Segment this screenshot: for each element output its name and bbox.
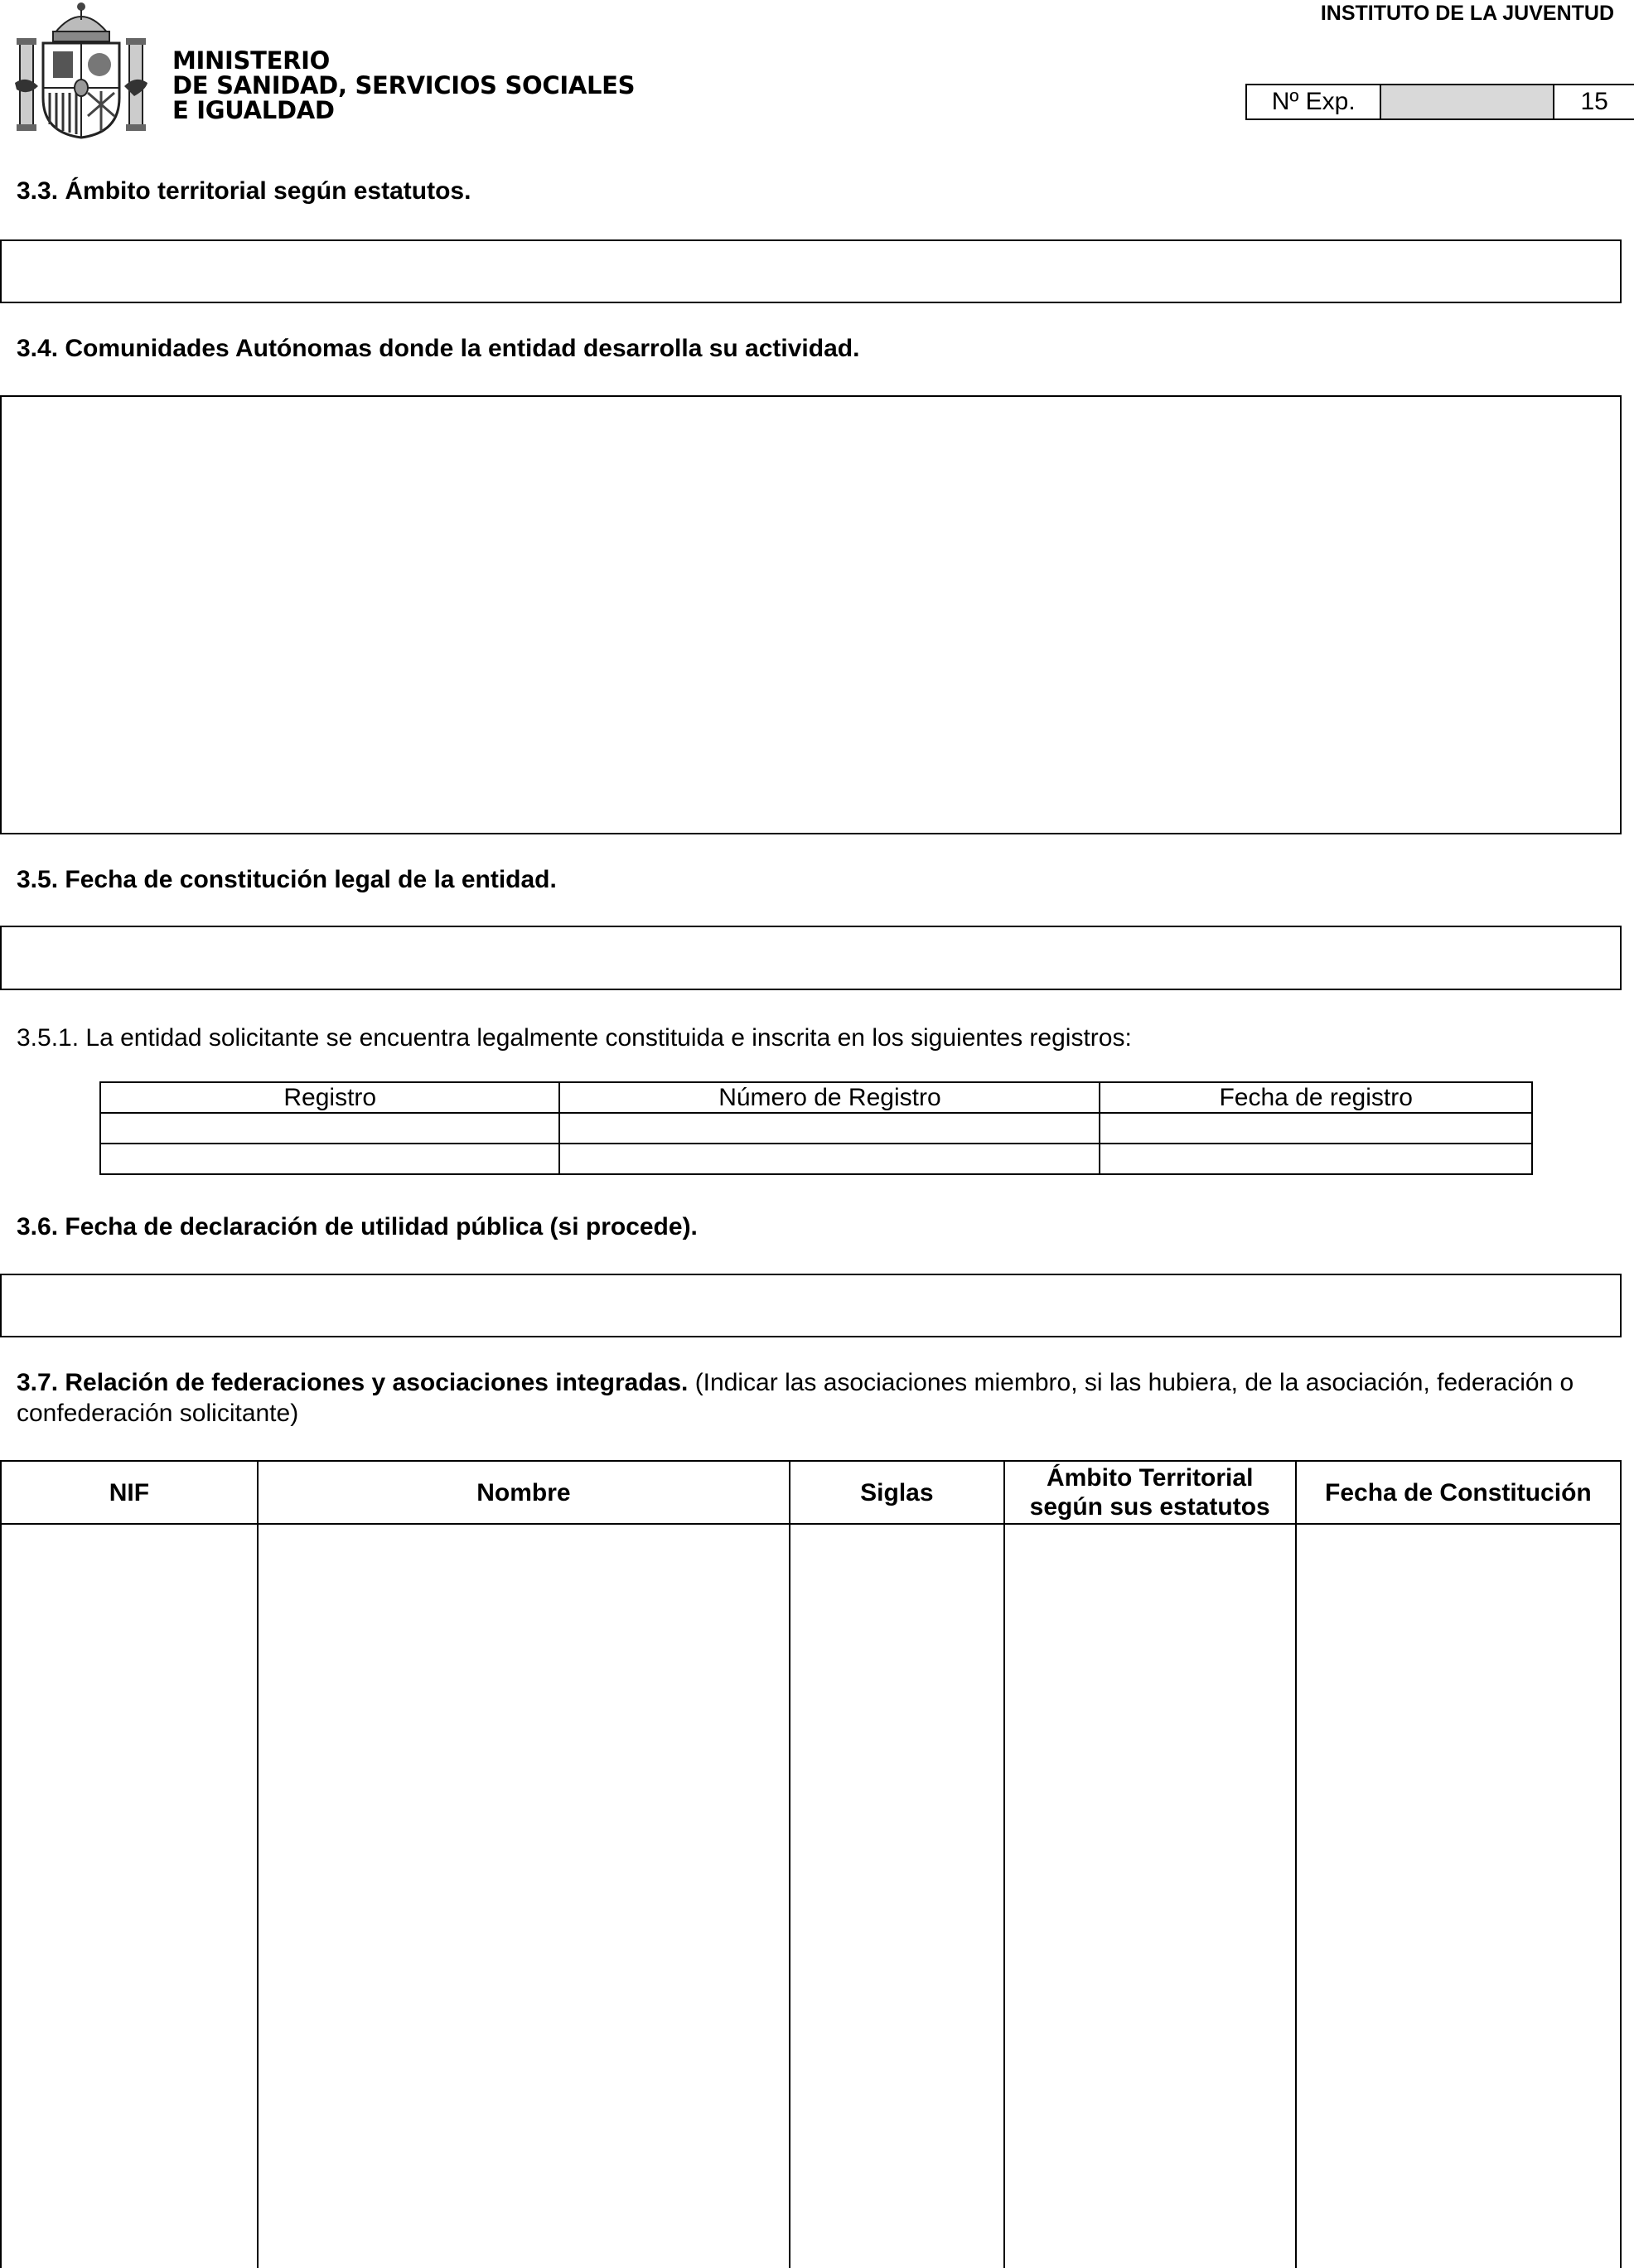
- siglas-cell[interactable]: [790, 1524, 1004, 2268]
- section-3-4-title: 3.4. Comunidades Autónomas donde la entidad desarrolla su actividad.: [17, 335, 860, 362]
- constitution-date-field[interactable]: [0, 926, 1622, 990]
- registry-table: [99, 1081, 1533, 1175]
- table-header-row: [1, 1461, 1621, 1524]
- section-3-6-title: 3.6. Fecha de declaración de utilidad pública (si procede).: [17, 1213, 698, 1240]
- section-3-3-title: 3.3. Ámbito territorial según estatutos.: [17, 177, 471, 205]
- exp-number-table: [1245, 84, 1634, 120]
- table-cell[interactable]: [1100, 1144, 1532, 1174]
- table-cell[interactable]: [100, 1113, 559, 1144]
- column-header-ambito: [1004, 1461, 1296, 1524]
- column-header-nif: NIF: [1, 1461, 258, 1524]
- nif-cell[interactable]: [1, 1524, 258, 2268]
- column-header-numero-registro: Número de Registro: [559, 1082, 1100, 1113]
- ministry-line-3: E IGUALDAD: [172, 96, 335, 124]
- table-row: [100, 1144, 1532, 1174]
- table-cell[interactable]: [100, 1144, 559, 1174]
- section-3-7-title-note: (Indicar las asociaciones miembro, si las hubiera, de la asociación, federación o confederación solicitante): [17, 1369, 1574, 1427]
- table-cell[interactable]: [559, 1144, 1100, 1174]
- table-row: [100, 1082, 1532, 1113]
- territorial-scope-field[interactable]: [0, 239, 1622, 303]
- section-3-7-title-bold: 3.7. Relación de federaciones y asociaciones integradas.: [17, 1369, 689, 1396]
- column-header-siglas: Siglas: [790, 1461, 1004, 1524]
- table-row: [1, 1524, 1621, 2268]
- fecha-constitucion-cell[interactable]: [1296, 1524, 1621, 2268]
- federations-table: [0, 1460, 1622, 2268]
- nombre-cell[interactable]: [258, 1524, 790, 2268]
- table-cell[interactable]: [1100, 1113, 1532, 1144]
- column-header-fecha-registro: Fecha de registro: [1100, 1082, 1532, 1113]
- institute-name: INSTITUTO DE LA JUVENTUD: [1320, 2, 1614, 25]
- column-header-ambito-line-1: Ámbito Territorial: [1046, 1464, 1254, 1492]
- ministry-line-1: MINISTERIO: [172, 46, 330, 75]
- ministry-line-2: DE SANIDAD, SERVICIOS SOCIALES: [172, 71, 636, 99]
- table-row: [100, 1113, 1532, 1144]
- section-3-5-title: 3.5. Fecha de constitución legal de la entidad.: [17, 866, 557, 893]
- exp-value-field[interactable]: [1380, 85, 1554, 119]
- column-header-ambito-line-2: según sus estatutos: [1029, 1493, 1270, 1521]
- ministry-name: [172, 48, 635, 123]
- column-header-nombre: Nombre: [258, 1461, 790, 1524]
- exp-label: Nº Exp.: [1246, 85, 1380, 119]
- section-3-5-1-text: 3.5.1. La entidad solicitante se encuentra legalmente constituida e inscrita en los siguientes registros:: [17, 1024, 1132, 1052]
- autonomous-communities-field[interactable]: [0, 395, 1622, 834]
- column-header-fecha-constitucion: Fecha de Constitución: [1296, 1461, 1621, 1524]
- ambito-cell[interactable]: [1004, 1524, 1296, 2268]
- table-cell[interactable]: [559, 1113, 1100, 1144]
- column-header-registro: Registro: [100, 1082, 559, 1113]
- section-3-7-title: [17, 1367, 1591, 1429]
- page-number: 15: [1554, 85, 1634, 119]
- public-utility-date-field[interactable]: [0, 1274, 1622, 1337]
- coat-of-arms-logo: [15, 0, 147, 141]
